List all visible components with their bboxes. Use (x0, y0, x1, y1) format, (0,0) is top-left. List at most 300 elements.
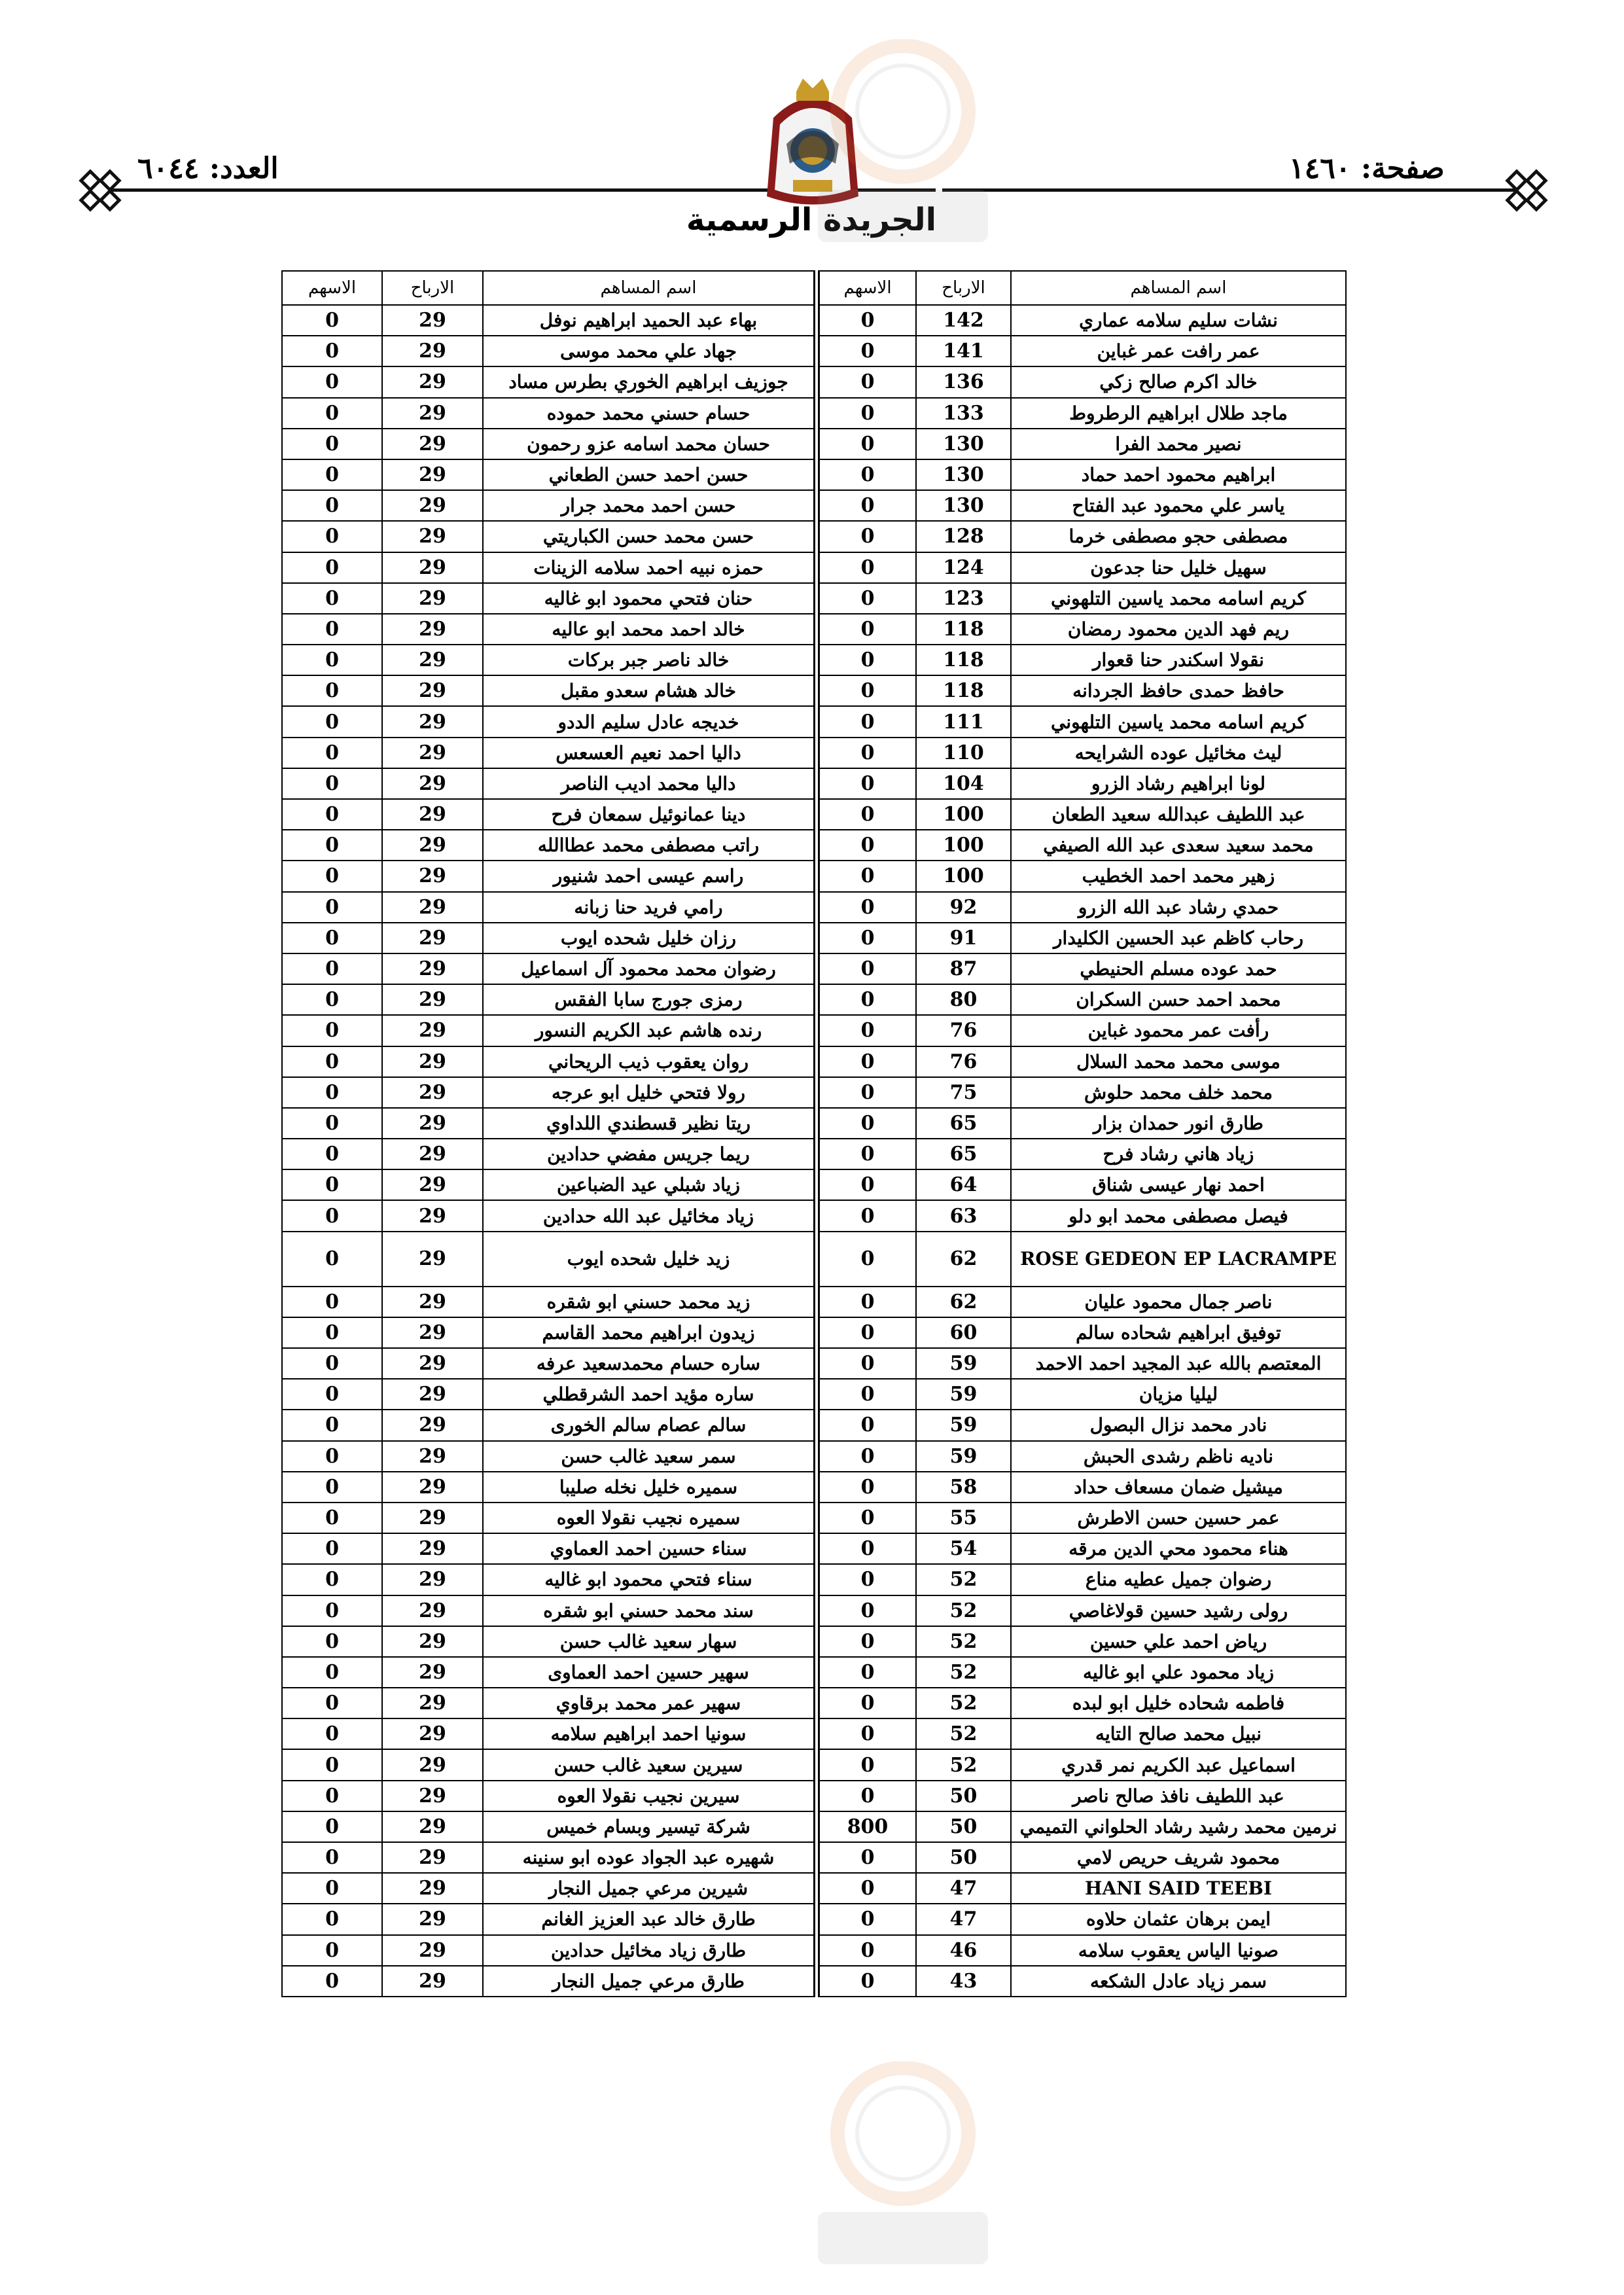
profits-left: 29 (382, 923, 483, 953)
shareholder-name-left: سناء فتحي محمود ابو غاليه (483, 1564, 817, 1595)
table-row (282, 675, 1346, 706)
shares-right: 0 (817, 1935, 916, 1966)
shares-left: 0 (282, 1935, 382, 1966)
profits-right: 63 (916, 1200, 1011, 1231)
shares-left: 0 (282, 1232, 382, 1287)
shareholder-name-left: رولا فتحي خليل ابو عرجه (483, 1077, 817, 1108)
shareholder-name-right: ميشيل ضمان مسعاف حداد (1011, 1472, 1346, 1503)
table-row (282, 1472, 1346, 1503)
table-row (282, 1046, 1346, 1077)
shares-right: 0 (817, 1873, 916, 1904)
profits-right: 52 (916, 1718, 1011, 1749)
shareholder-name-left: شيرين مرعي جميل النجار (483, 1873, 817, 1904)
shares-left: 0 (282, 1015, 382, 1046)
table-row (282, 1348, 1346, 1379)
shareholder-name-left: سيرين سعيد غالب حسن (483, 1749, 817, 1780)
profits-left: 29 (382, 861, 483, 891)
profits-left: 29 (382, 1348, 483, 1379)
shareholder-name-right: نقولا اسكندر حنا قعوار (1011, 645, 1346, 675)
profits-right: 87 (916, 953, 1011, 984)
table-row (282, 984, 1346, 1015)
profits-left: 29 (382, 459, 483, 490)
shares-left: 0 (282, 1626, 382, 1657)
profits-left: 29 (382, 1811, 483, 1842)
shares-left: 0 (282, 1410, 382, 1440)
jordan-coat-of-arms-icon (760, 72, 865, 209)
profits-right: 59 (916, 1441, 1011, 1472)
shares-right: 0 (817, 768, 916, 799)
shareholder-name-right: زهير محمد احمد الخطيب (1011, 861, 1346, 891)
profits-right: 91 (916, 923, 1011, 953)
shareholder-name-left: سيرين نجيب نقولا العوه (483, 1781, 817, 1811)
profits-left: 29 (382, 366, 483, 397)
shares-left: 0 (282, 1348, 382, 1379)
shares-right: 0 (817, 614, 916, 645)
shareholder-name-left: سند محمد حسني ابو شقره (483, 1595, 817, 1626)
profits-left: 29 (382, 1595, 483, 1626)
profits-left: 29 (382, 1781, 483, 1811)
table-row (282, 1595, 1346, 1626)
profits-left: 29 (382, 645, 483, 675)
profits-right: 43 (916, 1966, 1011, 1997)
shareholder-name-left: حسن محمد حسن الكباريتي (483, 521, 817, 552)
shares-right: 0 (817, 1108, 916, 1139)
shares-right: 0 (817, 398, 916, 429)
shareholder-name-right: سمر زياد عادل الشكعه (1011, 1966, 1346, 1997)
shareholder-name-left: زيدون ابراهيم محمد القاسم (483, 1317, 817, 1348)
shares-left: 0 (282, 706, 382, 737)
shares-left: 0 (282, 799, 382, 830)
shares-right: 0 (817, 799, 916, 830)
shareholder-name-right: ياسر علي محمود عبد الفتاح (1011, 490, 1346, 521)
shares-left: 0 (282, 892, 382, 923)
shares-right: 0 (817, 1472, 916, 1503)
shareholder-name-left: شهيره عبد الجواد عوده ابو سنينه (483, 1842, 817, 1873)
profits-right: 59 (916, 1348, 1011, 1379)
profits-right: 128 (916, 521, 1011, 552)
profits-left: 29 (382, 675, 483, 706)
shareholder-name-right: محمود شريف حريص لامي (1011, 1842, 1346, 1873)
shareholder-name-right: ريم فهد الدين محمود رمضان (1011, 614, 1346, 645)
profits-right: 104 (916, 768, 1011, 799)
shares-right: 0 (817, 1410, 916, 1440)
table-row (282, 1811, 1346, 1842)
header-shares-right: الاسهم (817, 271, 916, 305)
shareholder-name-left: سهير عمر محمد برقاوي (483, 1688, 817, 1718)
profits-right: 65 (916, 1108, 1011, 1139)
shareholder-name-left: خالد احمد محمد ابو عاليه (483, 614, 817, 645)
profits-left: 29 (382, 336, 483, 366)
table-row (282, 429, 1346, 459)
shares-left: 0 (282, 1595, 382, 1626)
shares-left: 0 (282, 552, 382, 583)
shareholder-name-left: روان يعقوب ذيب الريحاني (483, 1046, 817, 1077)
shareholder-name-left: رزان خليل شحده ايوب (483, 923, 817, 953)
profits-left: 29 (382, 1046, 483, 1077)
shareholder-name-right: صونيا الياس يعقوب سلامه (1011, 1935, 1346, 1966)
profits-right: 118 (916, 614, 1011, 645)
profits-right: 54 (916, 1533, 1011, 1564)
table-row (282, 398, 1346, 429)
shareholder-name-left: سميره خليل نخله صليبا (483, 1472, 817, 1503)
table-header-row (282, 271, 1346, 305)
profits-right: 141 (916, 336, 1011, 366)
shareholder-name-left: سميره نجيب نقولا العوه (483, 1503, 817, 1533)
shares-left: 0 (282, 1688, 382, 1718)
shares-left: 0 (282, 675, 382, 706)
profits-right: 100 (916, 799, 1011, 830)
profits-right: 76 (916, 1015, 1011, 1046)
shareholder-name-right: ابراهيم محمود احمد حماد (1011, 459, 1346, 490)
shareholder-name-right: عمر رافت عمر غباين (1011, 336, 1346, 366)
header-profits-left: الارباح (382, 271, 483, 305)
header-profits-right: الارباح (916, 271, 1011, 305)
shareholder-name-left: زياد مخائيل عبد الله حدادين (483, 1200, 817, 1231)
shares-right: 0 (817, 675, 916, 706)
shareholder-name-left: دينا عمانوئيل سمعان فرح (483, 799, 817, 830)
ornament-knot-left-icon (79, 169, 122, 212)
table-row (282, 923, 1346, 953)
shares-left: 0 (282, 1441, 382, 1472)
table-row (282, 1966, 1346, 1997)
profits-right: 62 (916, 1232, 1011, 1287)
table-row (282, 1718, 1346, 1749)
profits-left: 29 (382, 830, 483, 861)
table-row (282, 892, 1346, 923)
shares-left: 0 (282, 583, 382, 614)
shares-right: 0 (817, 984, 916, 1015)
profits-left: 29 (382, 1657, 483, 1688)
header-rule-right (942, 188, 1518, 192)
table-row (282, 645, 1346, 675)
shares-left: 0 (282, 1169, 382, 1200)
table-row (282, 1139, 1346, 1169)
table-row (282, 1842, 1346, 1873)
shareholder-name-right: زياد هاني رشاد فرح (1011, 1139, 1346, 1169)
profits-right: 142 (916, 305, 1011, 336)
table-row (282, 1410, 1346, 1440)
shareholder-name-right: هناء محمود محي الدين مرقه (1011, 1533, 1346, 1564)
shareholder-name-left: حسن احمد حسن الطعاني (483, 459, 817, 490)
profits-left: 29 (382, 706, 483, 737)
profits-left: 29 (382, 768, 483, 799)
shares-right: 0 (817, 1718, 916, 1749)
profits-left: 29 (382, 1718, 483, 1749)
table-row (282, 614, 1346, 645)
table-row (282, 305, 1346, 336)
profits-right: 55 (916, 1503, 1011, 1533)
profits-right: 123 (916, 583, 1011, 614)
shares-right: 0 (817, 1015, 916, 1046)
profits-left: 29 (382, 305, 483, 336)
shareholder-name-left: جهاد علي محمد موسى (483, 336, 817, 366)
profits-right: 58 (916, 1472, 1011, 1503)
shareholder-name-left: زيد محمد حسني ابو شقره (483, 1287, 817, 1317)
profits-right: 133 (916, 398, 1011, 429)
shares-right: 0 (817, 1287, 916, 1317)
shareholder-name-left: رمزى جورج سابا الفقس (483, 984, 817, 1015)
shares-left: 0 (282, 490, 382, 521)
profits-right: 52 (916, 1595, 1011, 1626)
shareholder-name-right: كريم اسامه محمد ياسين التلهوني (1011, 706, 1346, 737)
profits-left: 29 (382, 521, 483, 552)
shareholder-name-right: المعتصم بالله عبد المجيد احمد الاحمد (1011, 1348, 1346, 1379)
table-row (282, 768, 1346, 799)
profits-left: 29 (382, 1842, 483, 1873)
shares-right: 0 (817, 1842, 916, 1873)
shares-left: 0 (282, 1077, 382, 1108)
shareholder-name-left: بهاء عبد الحميد ابراهيم نوفل (483, 305, 817, 336)
shares-left: 0 (282, 984, 382, 1015)
shareholder-name-left: سناء حسين احمد العماوي (483, 1533, 817, 1564)
shareholder-name-right: طارق انور حمدان بزار (1011, 1108, 1346, 1139)
shareholder-name-left: حسن احمد محمد جرار (483, 490, 817, 521)
shareholder-name-right: مصطفى حجو مصطفى خرما (1011, 521, 1346, 552)
profits-left: 29 (382, 1169, 483, 1200)
shareholder-name-right: ماجد طلال ابراهيم الرطروط (1011, 398, 1346, 429)
profits-left: 29 (382, 1410, 483, 1440)
profits-right: 50 (916, 1842, 1011, 1873)
profits-left: 29 (382, 1200, 483, 1231)
shareholder-name-left: خديجه عادل سليم الددو (483, 706, 817, 737)
shares-left: 0 (282, 1533, 382, 1564)
shares-left: 0 (282, 1842, 382, 1873)
profits-left: 29 (382, 1904, 483, 1934)
table-row (282, 1232, 1346, 1287)
shareholder-name-right: عبد اللطيف عبدالله سعيد الطعان (1011, 799, 1346, 830)
profits-left: 29 (382, 1749, 483, 1780)
shareholder-name-right: نادر محمد نزال البصول (1011, 1410, 1346, 1440)
profits-right: 52 (916, 1688, 1011, 1718)
header-shares-left: الاسهم (282, 271, 382, 305)
ornament-knot-right-icon (1505, 169, 1548, 212)
profits-right: 75 (916, 1077, 1011, 1108)
shareholder-name-right: محمد سعيد سعدى عبد الله الصيفي (1011, 830, 1346, 861)
shares-left: 0 (282, 521, 382, 552)
profits-right: 47 (916, 1904, 1011, 1934)
shareholder-name-right: رياض احمد علي حسين (1011, 1626, 1346, 1657)
shareholder-name-right: ايمن برهان عثمان حلاوه (1011, 1904, 1346, 1934)
shares-right: 0 (817, 1317, 916, 1348)
shares-right: 0 (817, 552, 916, 583)
shareholder-name-right: نصير محمد الفرا (1011, 429, 1346, 459)
shareholder-name-left: راسم عيسى احمد شنيور (483, 861, 817, 891)
shares-right: 0 (817, 1441, 916, 1472)
gazette-title: الجريدة الرسمية (686, 202, 937, 238)
shareholder-name-left: راتب مصطفى محمد عطاالله (483, 830, 817, 861)
shares-left: 0 (282, 953, 382, 984)
profits-right: 111 (916, 706, 1011, 737)
table-row (282, 799, 1346, 830)
profits-left: 29 (382, 614, 483, 645)
profits-right: 60 (916, 1317, 1011, 1348)
shareholder-name-left: طارق مرعي جميل النجار (483, 1966, 817, 1997)
profits-left: 29 (382, 738, 483, 768)
shareholder-name-left: حسام حسني محمد حموده (483, 398, 817, 429)
profits-left: 29 (382, 1564, 483, 1595)
profits-left: 29 (382, 1533, 483, 1564)
shares-left: 0 (282, 1108, 382, 1139)
table-row (282, 830, 1346, 861)
gazette-header (0, 0, 1624, 262)
table-row (282, 459, 1346, 490)
profits-left: 29 (382, 953, 483, 984)
profits-right: 130 (916, 429, 1011, 459)
shares-left: 0 (282, 830, 382, 861)
profits-left: 29 (382, 398, 483, 429)
shares-right: 0 (817, 1749, 916, 1780)
shareholder-name-left: سهير حسين احمد العماوى (483, 1657, 817, 1688)
profits-right: 80 (916, 984, 1011, 1015)
table-row (282, 521, 1346, 552)
shareholder-name-right: ناديه ناظم رشدى الحبش (1011, 1441, 1346, 1472)
issue-number: العدد: ٦٠٤٤ (137, 152, 279, 185)
shares-left: 0 (282, 1139, 382, 1169)
table-row (282, 1904, 1346, 1934)
shares-right: 0 (817, 1379, 916, 1410)
shares-right: 0 (817, 521, 916, 552)
table-row (282, 1503, 1346, 1533)
profits-right: 124 (916, 552, 1011, 583)
table-row (282, 953, 1346, 984)
shares-left: 0 (282, 861, 382, 891)
shareholder-name-left: داليا احمد نعيم العسعس (483, 738, 817, 768)
shares-left: 0 (282, 429, 382, 459)
shareholder-name-left: ريما جريس مفضي حدادين (483, 1139, 817, 1169)
shareholder-name-left: ساره مؤيد احمد الشرقطلي (483, 1379, 817, 1410)
shares-right: 0 (817, 923, 916, 953)
profits-right: 130 (916, 490, 1011, 521)
shareholder-name-left: زياد شبلي عيد الضباعين (483, 1169, 817, 1200)
profits-right: 50 (916, 1781, 1011, 1811)
shares-right: 0 (817, 1657, 916, 1688)
table-row (282, 1379, 1346, 1410)
profits-left: 29 (382, 1626, 483, 1657)
shareholder-name-left: شركة تيسير وبسام خميس (483, 1811, 817, 1842)
table-row (282, 1626, 1346, 1657)
shares-left: 0 (282, 645, 382, 675)
table-row (282, 1873, 1346, 1904)
page-number: صفحة: ١٤٦٠ (1289, 152, 1445, 185)
profits-left: 29 (382, 1688, 483, 1718)
watermark-logo-bottom-icon (805, 2061, 1001, 2277)
shares-right: 0 (817, 830, 916, 861)
shareholder-name-right: حمد عوده مسلم الحنيطي (1011, 953, 1346, 984)
shares-left: 0 (282, 1781, 382, 1811)
shareholder-name-left: حسان محمد اسامه عزو رحمون (483, 429, 817, 459)
header-name-right: اسم المساهم (1011, 271, 1346, 305)
profits-right: 118 (916, 645, 1011, 675)
shares-right: 0 (817, 1595, 916, 1626)
shares-left: 0 (282, 614, 382, 645)
shares-left: 0 (282, 1904, 382, 1934)
shareholder-name-left: زيد خليل شحده ايوب (483, 1232, 817, 1287)
profits-left: 29 (382, 1503, 483, 1533)
shareholder-name-left: حمزه نبيه احمد سلامه الزينات (483, 552, 817, 583)
table-row (282, 1287, 1346, 1317)
table-row (282, 1688, 1346, 1718)
profits-left: 29 (382, 490, 483, 521)
shares-left: 0 (282, 1749, 382, 1780)
table-row (282, 1015, 1346, 1046)
shares-right: 0 (817, 1139, 916, 1169)
shares-right: 0 (817, 861, 916, 891)
table-row (282, 552, 1346, 583)
shareholder-name-left: داليا محمد اديب الناصر (483, 768, 817, 799)
shareholder-name-left: جوزيف ابراهيم الخوري بطرس مساد (483, 366, 817, 397)
shareholder-name-right: نشات سليم سلامه عماري (1011, 305, 1346, 336)
profits-left: 29 (382, 1232, 483, 1287)
profits-right: 136 (916, 366, 1011, 397)
profits-right: 47 (916, 1873, 1011, 1904)
shares-left: 0 (282, 1287, 382, 1317)
shares-left: 0 (282, 1873, 382, 1904)
shareholder-name-right: ROSE GEDEON EP LACRAMPE (1011, 1232, 1346, 1287)
profits-left: 29 (382, 1472, 483, 1503)
shares-left: 0 (282, 923, 382, 953)
shares-right: 0 (817, 1348, 916, 1379)
shareholder-name-right: رأفت عمر محمود غباين (1011, 1015, 1346, 1046)
profits-right: 52 (916, 1564, 1011, 1595)
shareholder-name-right: سهيل خليل حنا جدعون (1011, 552, 1346, 583)
shareholder-name-right: خالد اكرم صالح زكي (1011, 366, 1346, 397)
shareholder-name-right: عبد اللطيف نافذ صالح ناصر (1011, 1781, 1346, 1811)
profits-left: 29 (382, 1139, 483, 1169)
profits-left: 29 (382, 1015, 483, 1046)
shares-right: 0 (817, 336, 916, 366)
shareholder-name-right: احمد نهار عيسى شناق (1011, 1169, 1346, 1200)
table-row (282, 1781, 1346, 1811)
shares-right: 0 (817, 1626, 916, 1657)
table-row (282, 1533, 1346, 1564)
table-row (282, 1564, 1346, 1595)
table-row (282, 1077, 1346, 1108)
shares-left: 0 (282, 336, 382, 366)
shareholder-name-right: رولى رشيد حسين قولاغاصي (1011, 1595, 1346, 1626)
shares-right: 0 (817, 706, 916, 737)
table-row (282, 1317, 1346, 1348)
shares-left: 0 (282, 1657, 382, 1688)
shares-left: 0 (282, 1564, 382, 1595)
shares-left: 0 (282, 398, 382, 429)
shares-left: 0 (282, 1046, 382, 1077)
shareholder-name-right: كريم اسامه محمد ياسين التلهوني (1011, 583, 1346, 614)
profits-right: 76 (916, 1046, 1011, 1077)
shares-right: 0 (817, 1533, 916, 1564)
table-row (282, 1108, 1346, 1139)
profits-left: 29 (382, 1966, 483, 1997)
profits-right: 130 (916, 459, 1011, 490)
shareholder-name-right: ناصر جمال محمود عليان (1011, 1287, 1346, 1317)
shareholder-name-right: توفيق ابراهيم شحاده سالم (1011, 1317, 1346, 1348)
profits-right: 118 (916, 675, 1011, 706)
shareholder-name-right: محمد احمد حسن السكران (1011, 984, 1346, 1015)
shareholder-name-left: سالم عصام سالم الخورى (483, 1410, 817, 1440)
shareholder-name-left: خالد ناصر جبر بركات (483, 645, 817, 675)
profits-left: 29 (382, 429, 483, 459)
profits-left: 29 (382, 1077, 483, 1108)
table-row (282, 1169, 1346, 1200)
shareholder-name-right: اسماعيل عبد الكريم نمر قدري (1011, 1749, 1346, 1780)
shareholder-name-left: سونيا احمد ابراهيم سلامه (483, 1718, 817, 1749)
shareholder-name-left: رضوان محمد محمود آل اسماعيل (483, 953, 817, 984)
shareholder-name-right: فيصل مصطفى محمد ابو دلو (1011, 1200, 1346, 1231)
shareholder-name-left: سمر سعيد غالب حسن (483, 1441, 817, 1472)
shares-right: 0 (817, 892, 916, 923)
profits-left: 29 (382, 1379, 483, 1410)
shares-right: 0 (817, 1966, 916, 1997)
shares-right: 0 (817, 1169, 916, 1200)
